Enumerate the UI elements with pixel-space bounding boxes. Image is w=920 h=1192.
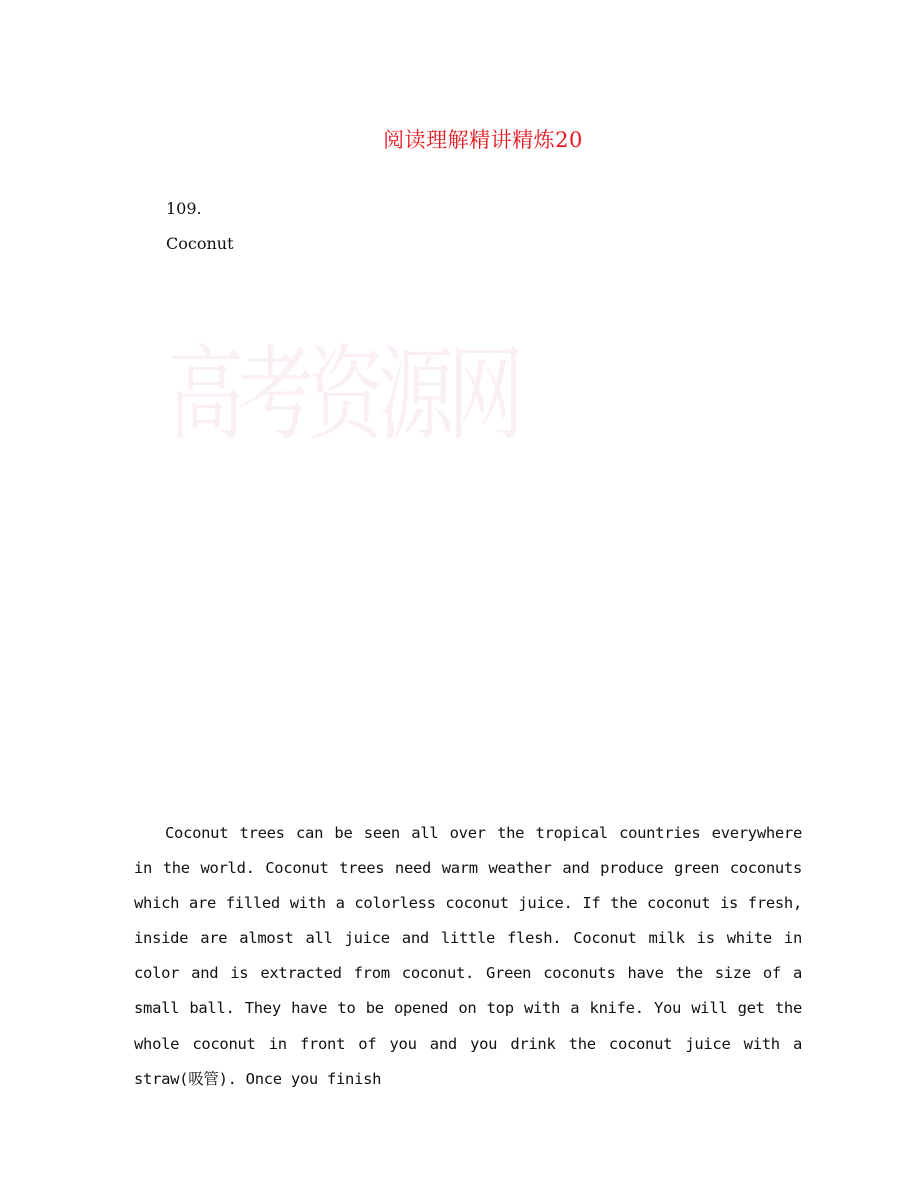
watermark-logo: 高考资源网 — [168, 334, 518, 455]
passage-text: Coconut trees can be seen all over the tropical countries everywhere in the world. Coconut trees need warm weather and produce green coconuts which are filled with a colorless coconut juice. If the coconut is fresh, inside are almost all juice and little flesh. Coconut milk is white in color and is extracted from coconut. Green coconuts have the size of a small ball. They have to be opened on top with a knife. You will get the whole coconut in front of you and you drink the coconut juice with a straw(吸管). Once you finish — [134, 824, 802, 1088]
passage-heading: Coconut — [166, 234, 234, 253]
page-title: 阅读理解精讲精炼20 — [383, 128, 583, 152]
question-number: 109. — [166, 199, 202, 218]
